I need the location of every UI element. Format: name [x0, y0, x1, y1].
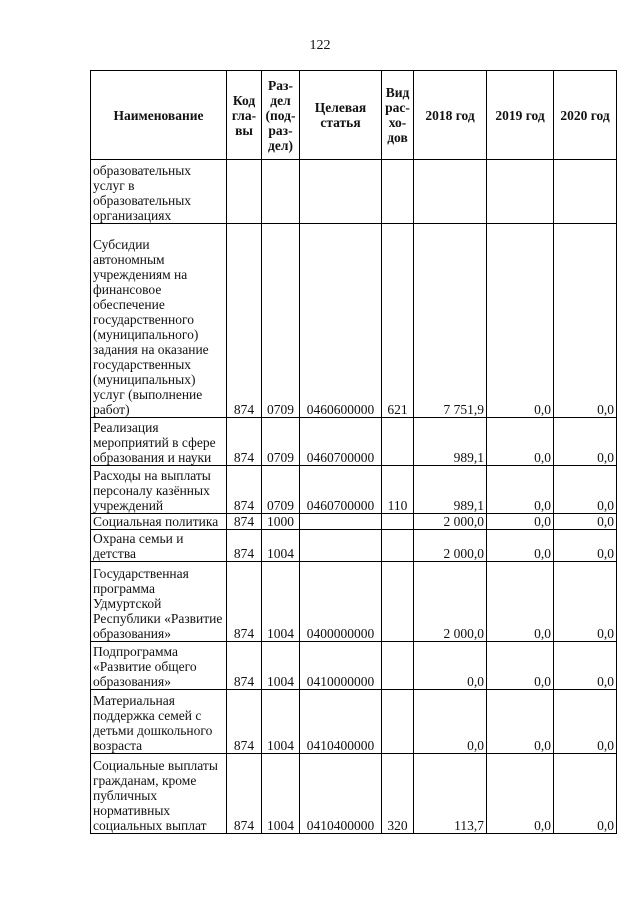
cell-name: Материальная поддержка семей с детьми дошкольного возраста: [91, 690, 227, 754]
cell-article: 0410400000: [300, 754, 382, 834]
cell-section: 0709: [262, 466, 300, 514]
cell-2020: 0,0: [554, 530, 617, 562]
table-row: [91, 514, 617, 530]
cell-section: 1004: [262, 562, 300, 642]
cell-type: [382, 642, 414, 690]
cell-2018: 2 000,0: [414, 562, 487, 642]
cell-2018: 0,0: [414, 690, 487, 754]
cell-2019: 0,0: [487, 562, 554, 642]
cell-2020: 0,0: [554, 224, 617, 418]
cell-type: 320: [382, 754, 414, 834]
cell-2018: 2 000,0: [414, 514, 487, 530]
cell-name: Социальная политика: [91, 514, 227, 530]
cell-code: 874: [227, 754, 262, 834]
cell-2018: 0,0: [414, 642, 487, 690]
cell-2019: 0,0: [487, 690, 554, 754]
table-row: [91, 562, 617, 642]
cell-section: 1004: [262, 690, 300, 754]
cell-2020: 0,0: [554, 418, 617, 466]
table-row: [91, 530, 617, 562]
cell-name: Подпрограмма «Развитие общего образования»: [91, 642, 227, 690]
cell-code: 874: [227, 466, 262, 514]
cell-section: [262, 160, 300, 224]
table-row: [91, 754, 617, 834]
cell-name: образовательных услуг в образовательных организациях: [91, 160, 227, 224]
cell-article: [300, 530, 382, 562]
cell-2019: 0,0: [487, 466, 554, 514]
cell-section: 1004: [262, 530, 300, 562]
header-type: Вид рас- хо- дов: [382, 71, 414, 160]
cell-2019: 0,0: [487, 530, 554, 562]
cell-code: 874: [227, 562, 262, 642]
cell-2018: 2 000,0: [414, 530, 487, 562]
cell-article: 0400000000: [300, 562, 382, 642]
cell-2020: 0,0: [554, 642, 617, 690]
cell-article: [300, 160, 382, 224]
cell-section: 1000: [262, 514, 300, 530]
cell-article: 0460600000: [300, 224, 382, 418]
table-row: [91, 690, 617, 754]
table-body: [91, 160, 617, 834]
cell-type: [382, 418, 414, 466]
cell-2020: 0,0: [554, 514, 617, 530]
cell-section: 0709: [262, 418, 300, 466]
cell-2018: 113,7: [414, 754, 487, 834]
cell-code: [227, 160, 262, 224]
cell-code: 874: [227, 530, 262, 562]
header-section: Раз- дел (под- раз- дел): [262, 71, 300, 160]
cell-code: 874: [227, 642, 262, 690]
cell-article: [300, 514, 382, 530]
cell-2020: 0,0: [554, 690, 617, 754]
cell-2019: 0,0: [487, 514, 554, 530]
header-2019: 2019 год: [487, 71, 554, 160]
table-row: [91, 160, 617, 224]
cell-type: 621: [382, 224, 414, 418]
cell-name: Государственная программа Удмуртской Республики «Развитие образования»: [91, 562, 227, 642]
table-row: [91, 466, 617, 514]
cell-name: Охрана семьи и детства: [91, 530, 227, 562]
cell-name: Субсидии автономным учреждениям на финансовое обеспечение государственного (муниципального) задания на оказание государственных (муниципальных) услуг (выполнение работ): [91, 224, 227, 418]
page-number: 122: [309, 38, 331, 53]
header-article: Целевая статья: [300, 71, 382, 160]
cell-article: 0460700000: [300, 466, 382, 514]
header-name: Наименование: [91, 71, 227, 160]
cell-2018: 989,1: [414, 466, 487, 514]
cell-2019: 0,0: [487, 754, 554, 834]
cell-2018: [414, 160, 487, 224]
header-2018: 2018 год: [414, 71, 487, 160]
cell-2019: 0,0: [487, 642, 554, 690]
cell-type: 110: [382, 466, 414, 514]
cell-2020: 0,0: [554, 466, 617, 514]
header-code: Код гла- вы: [227, 71, 262, 160]
cell-type: [382, 562, 414, 642]
table-row: [91, 642, 617, 690]
cell-code: 874: [227, 224, 262, 418]
cell-article: 0460700000: [300, 418, 382, 466]
cell-2019: 0,0: [487, 418, 554, 466]
cell-name: Реализация мероприятий в сфере образования и науки: [91, 418, 227, 466]
cell-name: Расходы на выплаты персоналу казённых учреждений: [91, 466, 227, 514]
cell-article: 0410000000: [300, 642, 382, 690]
cell-code: 874: [227, 418, 262, 466]
cell-section: 1004: [262, 754, 300, 834]
cell-type: [382, 160, 414, 224]
table-header-row: [91, 71, 617, 160]
cell-2020: 0,0: [554, 754, 617, 834]
cell-2019: 0,0: [487, 224, 554, 418]
cell-article: 0410400000: [300, 690, 382, 754]
cell-2018: 7 751,9: [414, 224, 487, 418]
table-row: [91, 224, 617, 418]
cell-2020: 0,0: [554, 562, 617, 642]
cell-type: [382, 530, 414, 562]
cell-2020: [554, 160, 617, 224]
cell-type: [382, 690, 414, 754]
cell-type: [382, 514, 414, 530]
cell-section: 1004: [262, 642, 300, 690]
cell-section: 0709: [262, 224, 300, 418]
budget-table: [90, 70, 617, 834]
cell-2018: 989,1: [414, 418, 487, 466]
cell-code: 874: [227, 690, 262, 754]
header-2020: 2020 год: [554, 71, 617, 160]
cell-name: Социальные выплаты гражданам, кроме публичных нормативных социальных выплат: [91, 754, 227, 834]
table-row: [91, 418, 617, 466]
cell-code: 874: [227, 514, 262, 530]
cell-2019: [487, 160, 554, 224]
